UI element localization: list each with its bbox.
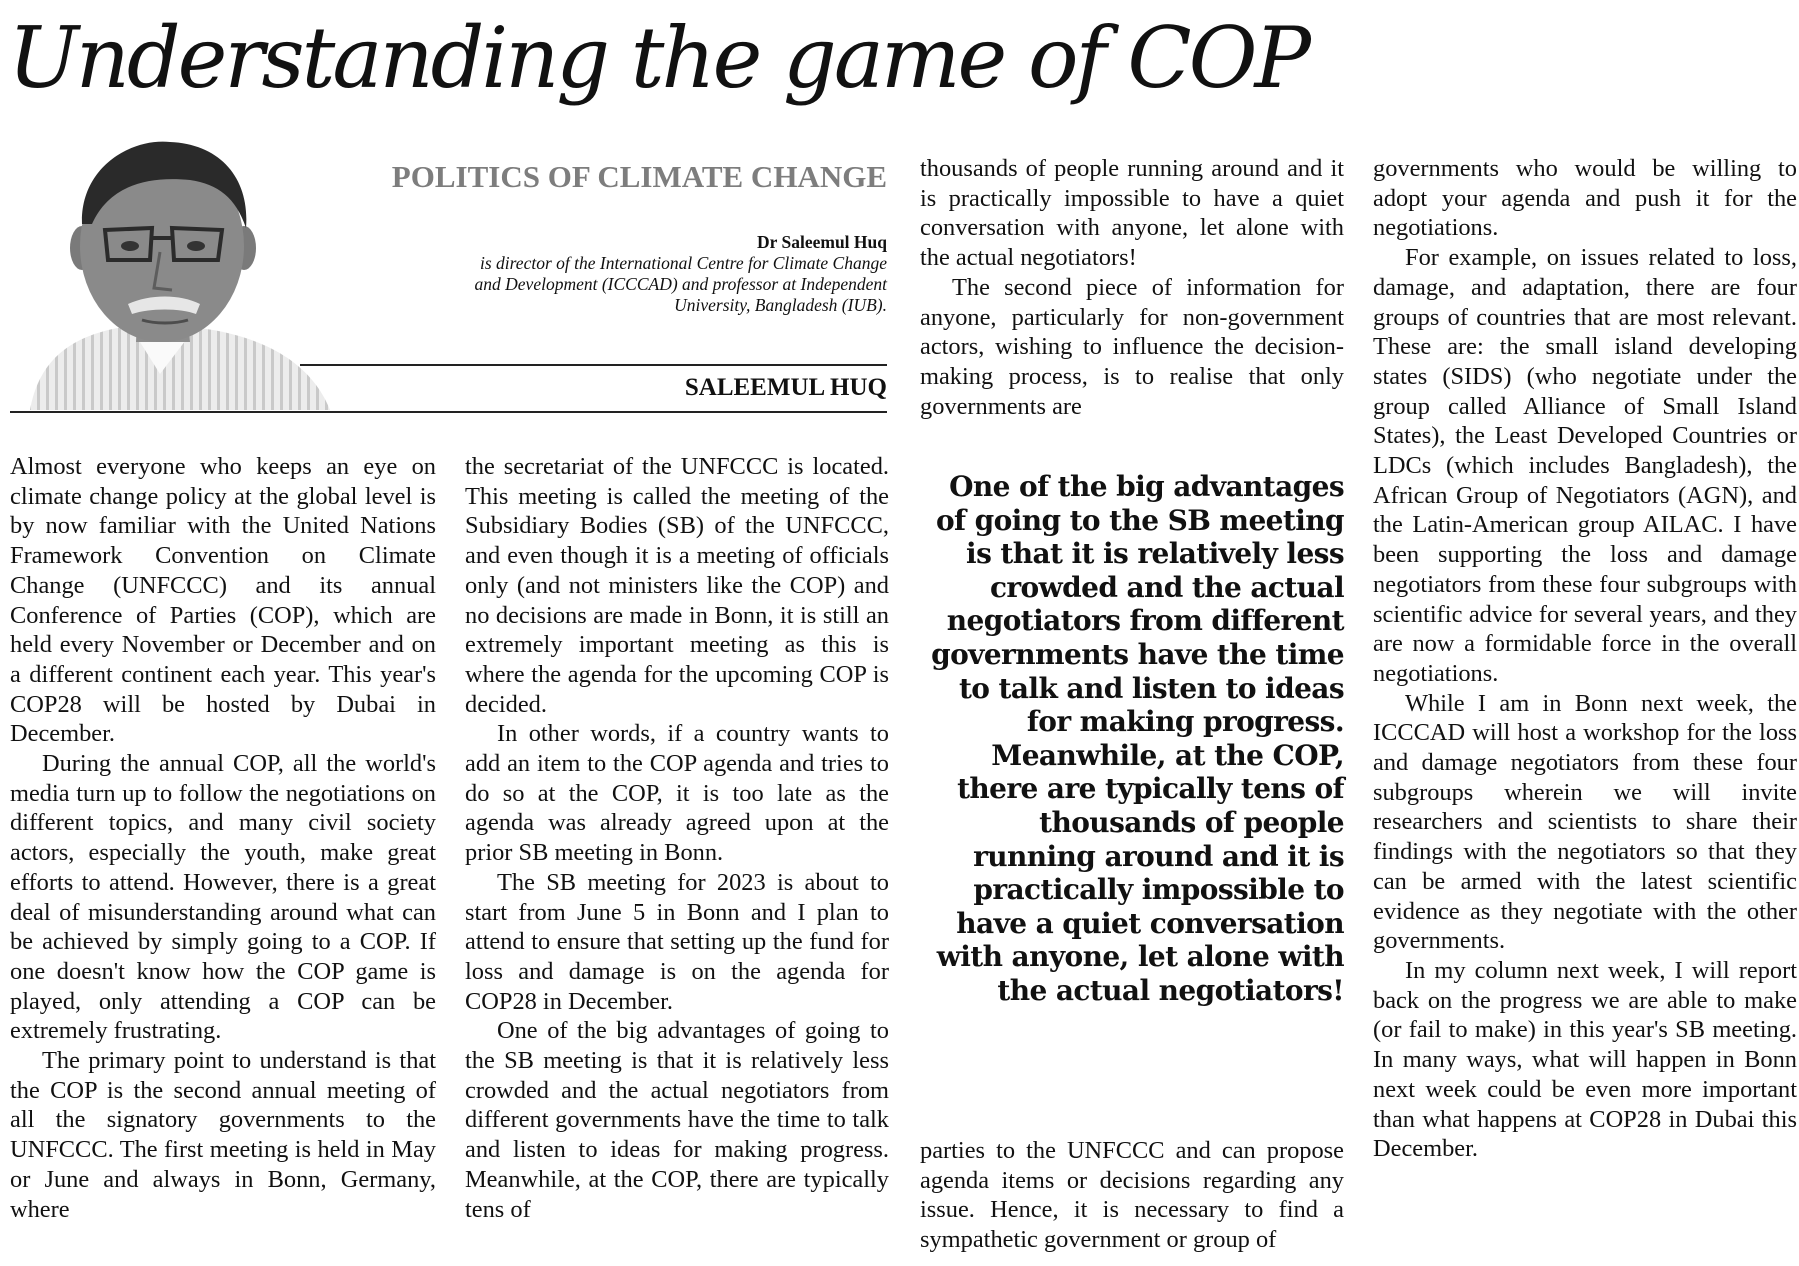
article-column-1 (10, 452, 436, 1224)
paragraph: One of the big advantages of going to the SB meeting is that it is relatively less crowded and the actual negotiators from different governments have the time to talk and listen to ideas for making progress. Meanwhile, at the COP, there are typically tens of (465, 1017, 889, 1223)
paragraph: The SB meeting for 2023 is about to start from June 5 in Bonn and I plan to attend to ensure that setting up the fund for loss and damage is on the agenda for COP28 in December. (465, 868, 889, 1015)
paragraph: In my column next week, I will report back on the progress we are able to make (or fail to make) in this year's SB meeting. In many ways, what will happen in Bonn next week could be even more important than what happens at COP28 in Dubai this December. (1373, 956, 1797, 1163)
byline-divider (300, 364, 887, 366)
paragraph: Almost everyone who keeps an eye on climate change policy at the global level is by now familiar with the United Nations Framework Convention on Climate Change (UNFCCC) and its annual Conference of Parties (COP), which are held every November or December and on a different continent each year. This year's COP28 will be hosted by Dubai in December. (10, 453, 436, 748)
byline: SALEEMUL HUQ (684, 374, 887, 401)
paragraph: During the annual COP, all the world's media turn up to follow the negotiations on different topics, and many civil society actors, especially the youth, make great efforts to attend. However, there is a great deal of misunderstanding around what can be achieved by simply going to a COP. If one doesn't know how the COP game is played, only attending a COP can be extremely frustrating. (10, 750, 436, 1045)
author-bio-box (457, 232, 887, 316)
article-column-3-bottom (920, 1136, 1344, 1255)
paragraph: parties to the UNFCCC and can propose agenda items or decisions regarding any issue. Hence, it is necessary to find a sympathetic government or group of (920, 1137, 1344, 1254)
article-column-2 (465, 452, 889, 1224)
author-bio: is director of the International Centre for Climate Change and Development (ICCCAD) and professor at Independent University, Bangladesh (IUB). (474, 253, 887, 315)
paragraph: thousands of people running around and it is practically impossible to have a quiet conversation with anyone, let alone with the actual negotiators! (920, 155, 1344, 272)
paragraph: the secretariat of the UNFCCC is located. This meeting is called the meeting of the Subsidiary Bodies (SB) of the UNFCCC, and even though it is a meeting of officials only (and not ministers like the COP) and no decisions are made in Bonn, it is still an extremely important meeting as this is where the agenda for the upcoming COP is decided. (465, 453, 889, 718)
paragraph: In other words, if a country wants to add an item to the COP agenda and tries to do so at the COP, it is too late as the agenda was already agreed upon at the prior SB meeting in Bonn. (465, 720, 889, 867)
header-divider (10, 411, 887, 413)
column-kicker: POLITICS OF CLIMATE CHANGE (391, 159, 887, 194)
article-column-4 (1373, 154, 1797, 1164)
paragraph: governments who would be willing to adopt your agenda and push it for the negotiations. (1373, 155, 1797, 242)
paragraph: While I am in Bonn next week, the ICCCAD will host a workshop for the loss and damage negotiators from these four subgroups wherein we will invite researchers and scientists to share their findings with the negotiators so that they can be armed with the latest scientific evidence as they negotiate with the other governments. (1373, 689, 1797, 955)
author-portrait (10, 128, 350, 410)
headline: Understanding the game of COP (8, 9, 1308, 107)
pull-quote: One of the big advantages of going to the SB meeting is that it is relatively less crowded and the actual negotiators from different governments have the time to talk and listen to ideas for making progress. Meanwhile, at the COP, there are typically tens of thousands of people running around and it is practically impossible to have a quiet conversation with anyone, let alone with the actual negotiators! (931, 470, 1344, 1007)
article-column-3-top (920, 154, 1344, 421)
paragraph: The primary point to understand is that the COP is the second annual meeting of all the signatory governments to the UNFCCC. The first meeting is held in May or June and always in Bonn, Germany, where (10, 1047, 436, 1223)
author-name: Dr Saleemul Huq (757, 232, 887, 252)
paragraph: For example, on issues related to loss, damage, and adaptation, there are four groups of countries that are most relevant. These are: the small island developing states (SIDS) (who negotiate under the group called Alliance of Small Island States), the Least Developed Countries or LDCs (which includes Bangladesh), the African Group of Negotiators (AGN), and the Latin-American group AILAC. I have been supporting the loss and damage negotiators from these four subgroups with scientific advice for several years, and they are now a formidable force in the overall negotiations. (1373, 244, 1797, 687)
paragraph: The second piece of information for anyone, particularly for non-government actors, wishing to influence the decision-making process, is to realise that only governments are (920, 273, 1344, 420)
